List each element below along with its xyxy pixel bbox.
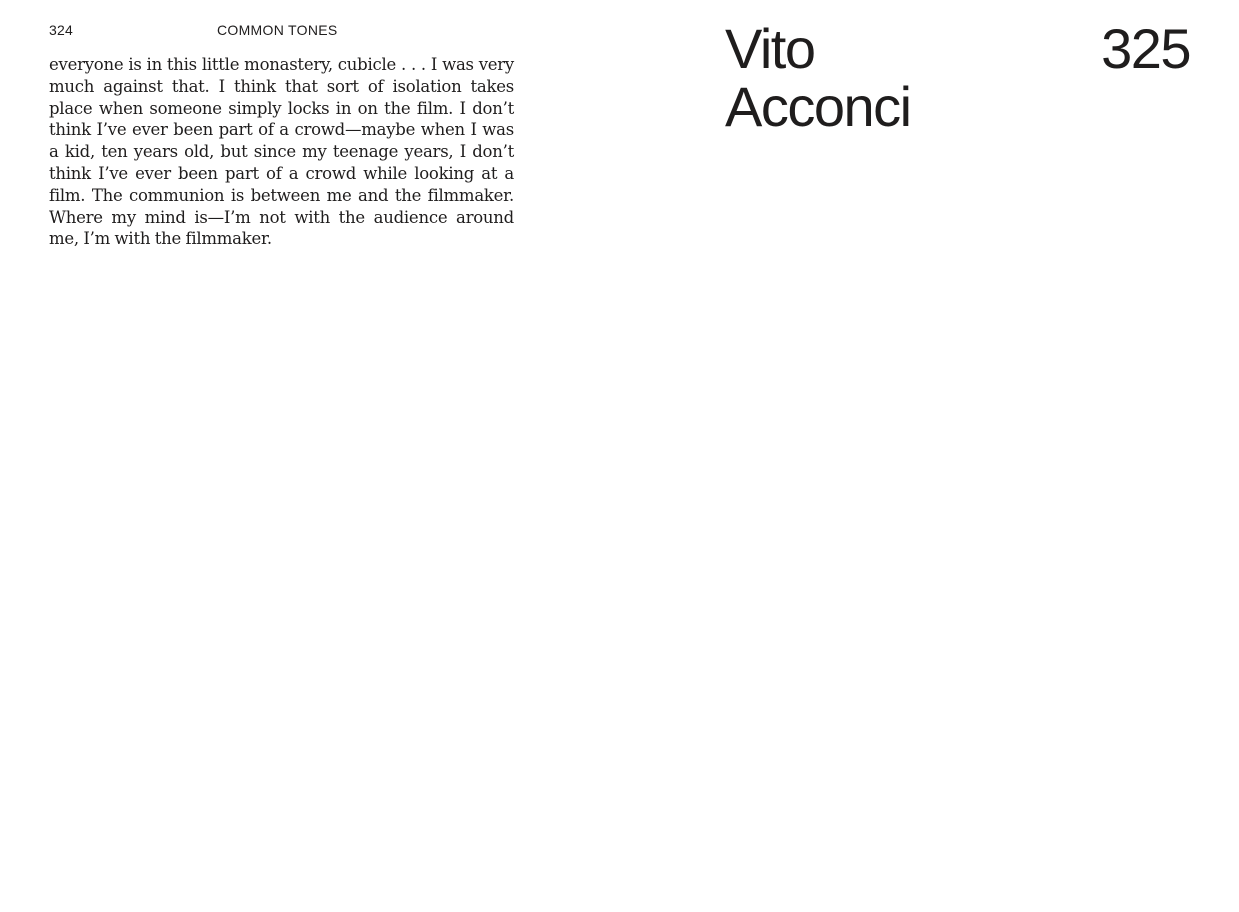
chapter-title-first-name: Vito (725, 17, 815, 80)
chapter-title-last-name: Acconci (725, 75, 911, 138)
right-page (620, 0, 1239, 912)
page-number-right: 325 (1101, 17, 1190, 80)
running-head: COMMON TONES (217, 22, 338, 38)
page-number-left: 324 (49, 22, 73, 38)
chapter-title (725, 17, 1045, 138)
body-paragraph: everyone is in this little monastery, cubicle . . . I was very much against that. I think that sort of isolation takes place when someone simply locks in on the film. I don’t think I’ve ever been part of a crowd—maybe when I was a kid, ten years old, but since my teenage years, I don’t think I’ve ever been part of a crowd while looking at a film. The communion is between me and the filmmaker. Where my mind is—I’m not with the audience around me, I’m with the filmmaker. (49, 55, 514, 249)
